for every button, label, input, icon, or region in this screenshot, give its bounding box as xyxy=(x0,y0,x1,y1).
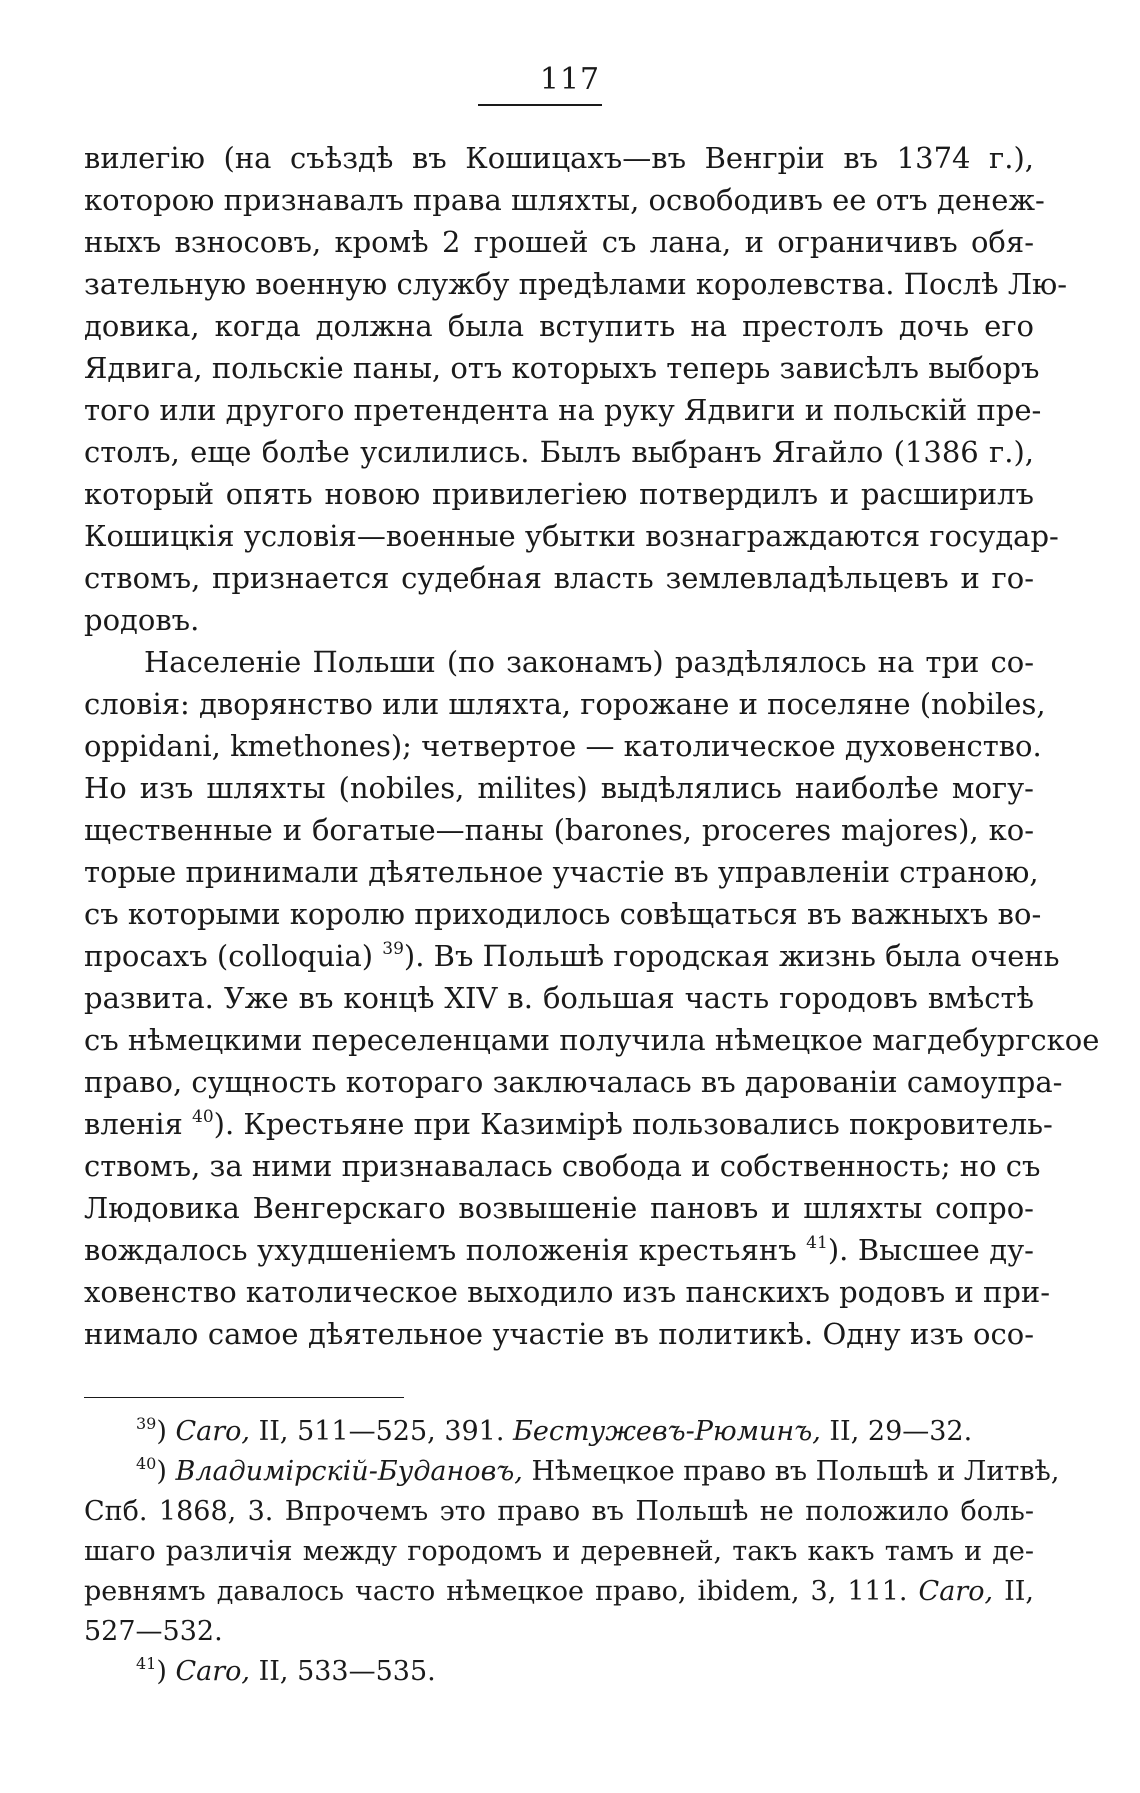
footnote-number: 39 xyxy=(136,1414,157,1433)
footnote-line xyxy=(84,1572,1034,1612)
body-line: oppidani, kmethones); четвертое — католическое духовенство. xyxy=(84,729,1042,763)
body-line: вилегію (на съѣздѣ въ Кошицахъ—въ Венгріи въ 1374 г.), xyxy=(84,141,1034,175)
body-line-paragraph-start: Населеніе Польши (по законамъ) раздѣлялось на три со- xyxy=(144,645,1034,679)
body-line: довика, когда должна была вступить на престолъ дочь его xyxy=(84,309,1034,343)
text-segment: вленія xyxy=(84,1107,193,1141)
footnote-ref-39: 39 xyxy=(382,939,404,959)
body-line: торые принимали дѣятельное участіе въ управленіи страною, xyxy=(84,855,1039,889)
body-line: развита. Уже въ концѣ XIV в. большая часть городовъ вмѣстѣ xyxy=(84,981,1034,1015)
body-line: Людовика Венгерскаго возвышеніе пановъ и шляхты сопро- xyxy=(84,1191,1034,1225)
footnote-line: Спб. 1868, 3. Впрочемъ это право въ Польшѣ не положило боль- xyxy=(84,1496,1034,1527)
page-number-rule xyxy=(478,104,602,106)
body-line: столъ, еще болѣе усилились. Былъ выбранъ Ягайло (1386 г.), xyxy=(84,435,1034,469)
body-line: ныхъ взносовъ, кромѣ 2 грошей съ лана, и ограничивъ обя- xyxy=(84,225,1034,259)
body-line-with-note-41 xyxy=(84,1229,1034,1271)
body-line-with-note-40 xyxy=(84,1103,1053,1145)
body-line: зательную военную службу предѣлами королевства. Послѣ Лю- xyxy=(84,267,1068,301)
text-segment: вождалось ухудшеніемъ положенія крестьянъ xyxy=(84,1233,807,1267)
text-segment: Нѣмецкое право въ Польшѣ и Литвѣ, xyxy=(522,1456,1060,1487)
footnote-number: 41 xyxy=(136,1654,157,1673)
footnote-author: Caro, xyxy=(175,1656,250,1687)
footnotes xyxy=(84,1412,1060,1692)
footnote-ref-40: 40 xyxy=(192,1107,214,1127)
body-line: съ нѣмецкими переселенцами получила нѣмецкое магдебургское xyxy=(84,1023,1100,1057)
footnote-author: Бестужевъ-Рюминъ, xyxy=(513,1416,821,1447)
body-line: право, сущность котораго заключалась въ дарованіи самоупра- xyxy=(84,1065,1063,1099)
text-segment: II, xyxy=(993,1576,1034,1607)
footnote-number: 40 xyxy=(136,1454,157,1473)
text-segment: ) xyxy=(156,1416,176,1447)
body-text xyxy=(84,137,1100,1355)
body-line: родовъ. xyxy=(84,603,200,637)
footnote-41 xyxy=(84,1652,1034,1692)
body-line: нимало самое дѣятельное участіе въ политикѣ. Одну изъ осо- xyxy=(84,1317,1034,1351)
footnote-ref-41: 41 xyxy=(806,1233,828,1253)
text-segment: ) xyxy=(156,1656,176,1687)
text-segment: ). Высшее ду- xyxy=(827,1233,1034,1267)
body-line: щественные и богатые—паны (barones, proceres majores), ко- xyxy=(84,813,1034,847)
text-segment: II, 29—32. xyxy=(820,1416,973,1447)
footnote-39 xyxy=(84,1412,1034,1452)
body-line: которою признавалъ права шляхты, освободивъ ее отъ денеж- xyxy=(84,183,1045,217)
text-segment: ). Въ Польшѣ городская жизнь была очень xyxy=(403,939,1060,973)
body-line: съ которыми королю приходилось совѣщаться въ важныхъ во- xyxy=(84,897,1042,931)
page-number: 117 xyxy=(539,62,601,97)
footnote-separator xyxy=(84,1397,404,1398)
text-segment: просахъ (colloquia) xyxy=(84,939,383,973)
body-line: Ядвига, польскіе паны, отъ которыхъ теперь зависѣлъ выборъ xyxy=(84,351,1040,385)
body-line: словія: дворянство или шляхта, горожане и поселяне (nobiles, xyxy=(84,687,1046,721)
body-line-with-note-39 xyxy=(84,935,1060,977)
body-line: Но изъ шляхты (nobiles, milites) выдѣлялись наиболѣе могу- xyxy=(84,771,1034,805)
body-line: ховенство католическое выходило изъ панскихъ родовъ и при- xyxy=(84,1275,1051,1309)
body-line: Кошицкія условія—военные убытки вознаграждаются государ- xyxy=(84,519,1059,553)
footnote-40 xyxy=(84,1452,1060,1492)
text-segment: II, 511—525, 391. xyxy=(250,1416,514,1447)
body-line: ствомъ, за ними признавалась свобода и собственность; но съ xyxy=(84,1149,1041,1183)
body-line: который опять новою привилегіею потвердилъ и расширилъ xyxy=(84,477,1034,511)
footnote-author: Caro, xyxy=(175,1416,250,1447)
body-line: ствомъ, признается судебная власть землевладѣльцевъ и го- xyxy=(84,561,1034,595)
text-segment: ревнямъ давалось часто нѣмецкое право, ibidem, 3, 111. xyxy=(84,1576,919,1607)
text-segment: ). Крестьяне при Казимірѣ пользовались покровитель- xyxy=(213,1107,1053,1141)
footnote-line: 527—532. xyxy=(84,1616,223,1647)
text-segment: II, 533—535. xyxy=(250,1656,436,1687)
footnote-author: Caro, xyxy=(918,1576,994,1607)
footnote-author: Владимірскій-Будановъ, xyxy=(175,1456,523,1487)
body-line: того или другого претендента на руку Ядвиги и польскій пре- xyxy=(84,393,1042,427)
text-segment: ) xyxy=(156,1456,176,1487)
footnote-line: шаго различія между городомъ и деревней, такъ какъ тамъ и де- xyxy=(84,1536,1034,1567)
